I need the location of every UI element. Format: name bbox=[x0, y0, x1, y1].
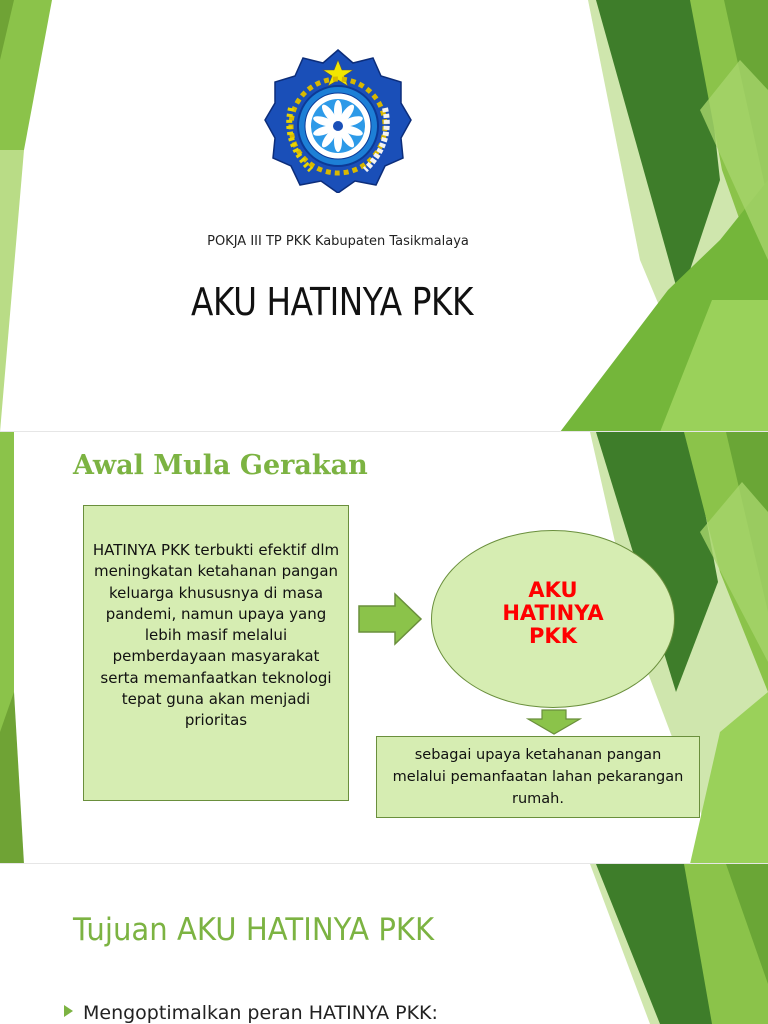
bullet-text: Mengoptimalkan peran HATINYA PKK: bbox=[83, 1002, 438, 1024]
program-name-line: HATINYA bbox=[502, 600, 604, 625]
background-text: HATINYA PKK terbukti efektif dlm meningkatan ketahanan pangan keluarga khususnya di masa pandemi, namun upaya yang lebih masif melalui pemberdayaan masyarakat serta memanfaatkan teknologi tepat guna akan menjadi prioritas bbox=[92, 541, 340, 730]
purpose-text-box bbox=[376, 736, 700, 818]
arrow-down-icon bbox=[526, 709, 582, 735]
purpose-text: sebagai upaya ketahanan pangan melalui pemanfaatan lahan pekarangan rumah. bbox=[392, 747, 684, 807]
pkk-emblem-icon bbox=[263, 48, 413, 193]
program-ellipse bbox=[431, 530, 675, 708]
title-slide bbox=[0, 0, 768, 432]
arrow-right-icon bbox=[357, 592, 423, 646]
program-name-line: AKU bbox=[528, 577, 578, 602]
slide-title: AKU HATINYA PKK bbox=[191, 280, 473, 324]
goals-slide bbox=[0, 864, 768, 1024]
background-text-box bbox=[83, 505, 349, 801]
section-heading: Awal Mula Gerakan bbox=[73, 450, 368, 481]
section-heading: Tujuan AKU HATINYA PKK bbox=[73, 912, 435, 948]
program-name-line: PKK bbox=[529, 623, 577, 648]
subtitle: POKJA III TP PKK Kabupaten Tasikmalaya bbox=[207, 234, 469, 249]
program-name bbox=[478, 577, 628, 651]
bullet-item bbox=[64, 1002, 438, 1024]
bullet-arrow-icon bbox=[64, 1005, 73, 1017]
origin-slide bbox=[0, 432, 768, 864]
